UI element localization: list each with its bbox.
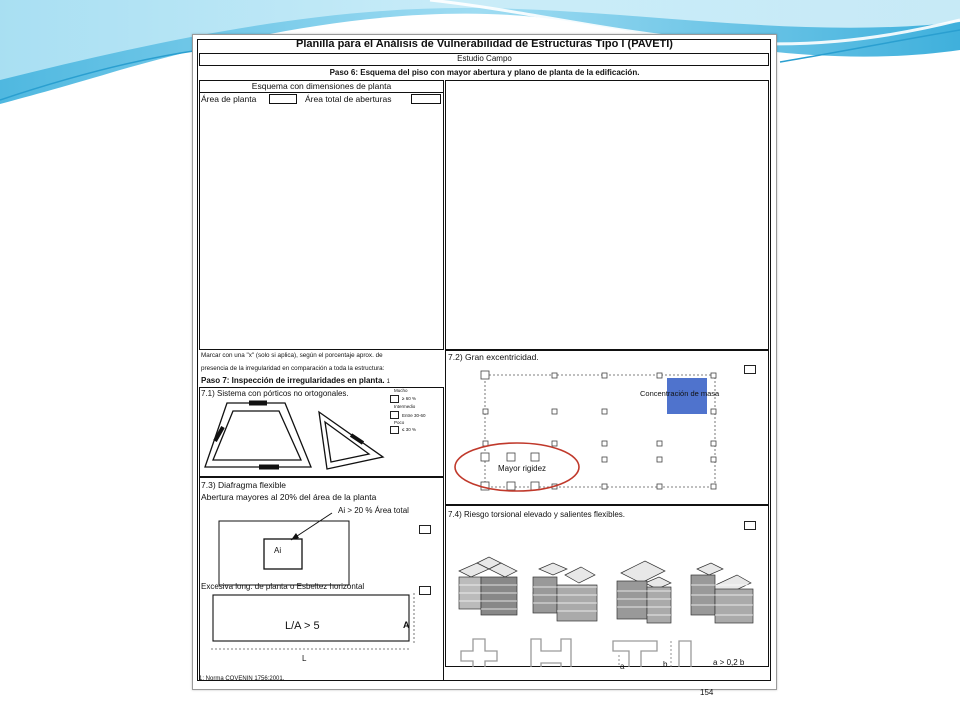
- dimension-l-label: L: [302, 654, 307, 663]
- section-7-3-subtitle: Abertura mayores al 20% del área de la planta: [201, 492, 377, 502]
- legend-mid-value: Entre 30-60: [402, 413, 426, 418]
- form-title: Planilla para el Análisis de Vulnerabilidad de Estructuras Tipo I (PAVETI): [296, 38, 673, 50]
- slenderness-title: Excesiva long. de planta o Esbeltez horizontal: [201, 582, 365, 591]
- section-7-4-title: 7.4) Riesgo torsional elevado y salientes flexibles.: [448, 510, 625, 519]
- openings-label: Área total de aberturas: [305, 94, 392, 104]
- legend-little-value: ≤ 30 %: [402, 427, 416, 432]
- legend-much-value: ≥ 60 %: [402, 396, 416, 401]
- area-field[interactable]: [269, 94, 297, 104]
- section-7-3-title: 7.3) Diafragma flexible: [201, 480, 287, 490]
- legend-much-label: Mucho: [394, 388, 408, 393]
- torsional-risk-shapes-diagram: [445, 505, 769, 667]
- section-7-1-title: 7.1) Sistema con pórticos no ortogonales.: [201, 389, 349, 398]
- checkbox-7-3-slenderness[interactable]: [419, 586, 431, 595]
- mark-instruction-1: Marcar con una "x" (solo si aplica), según el porcentaje aprox. de: [201, 352, 383, 359]
- form-subtitle: Estudio Campo: [457, 54, 512, 63]
- rigidity-label: Mayor rigidez: [498, 464, 547, 473]
- section-7-2-title: 7.2) Gran excentricidad.: [448, 352, 539, 362]
- openings-field[interactable]: [411, 94, 441, 104]
- divider: [199, 92, 444, 93]
- mark-instruction-2: presencia de la irregularidad en comparación a toda la estructura:: [201, 365, 385, 372]
- opening-inner-label: Ai: [274, 546, 282, 555]
- evaluation-form-page: [192, 34, 777, 697]
- torsion-relation-label: a > 0,2 b: [713, 658, 745, 667]
- ratio-label: L/A > 5: [285, 620, 320, 632]
- mass-concentration-label: Concentración de masa: [640, 389, 720, 398]
- step6-heading: Paso 6: Esquema del piso con mayor abertura y plano de planta de la edificación.: [329, 68, 640, 77]
- legend-mid-label: Intermedio: [394, 404, 416, 409]
- non-orthogonal-frames-diagram: [199, 387, 444, 477]
- eccentricity-plan-diagram: [445, 350, 769, 505]
- step7-heading: Paso 7: Inspección de irregularidades en planta. 1: [201, 376, 390, 385]
- floor-plan-box: [445, 80, 769, 350]
- dimension-a-small: a: [620, 662, 625, 671]
- legend-little-label: Poco: [394, 420, 405, 425]
- dimension-b-small: b: [663, 660, 668, 669]
- schema-heading: Esquema con dimensiones de planta: [251, 81, 392, 91]
- opening-arrow-label: Ai > 20 % Área total: [338, 506, 409, 515]
- page-number: 154: [700, 688, 714, 697]
- area-label: Área de planta: [201, 94, 257, 104]
- dimension-a-label: A: [403, 620, 410, 630]
- footnote: 1: Norma COVENIN 1756:2001.: [199, 676, 285, 682]
- sketch-box-left: [199, 80, 444, 350]
